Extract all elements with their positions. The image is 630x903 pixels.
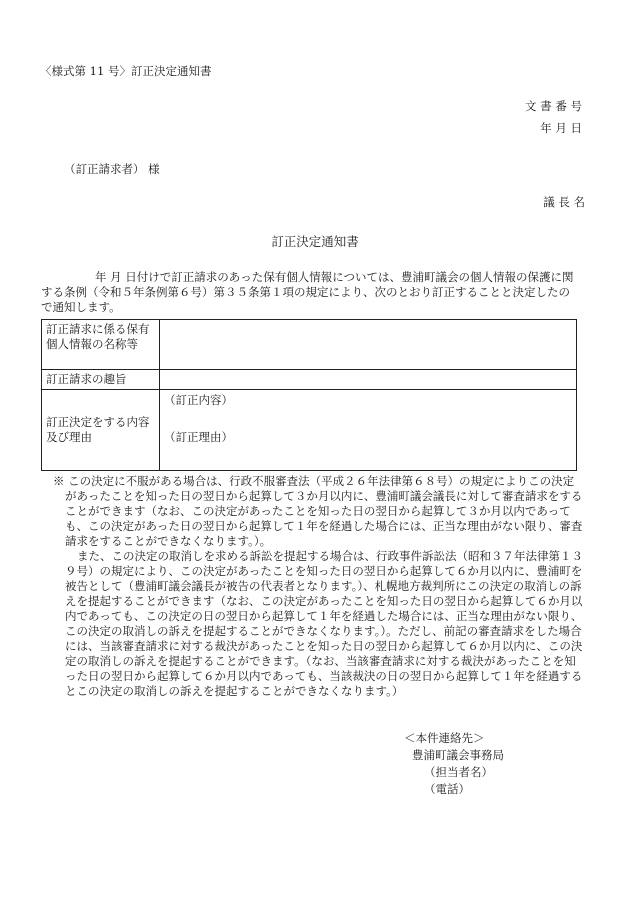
date-label: 年 月 日	[540, 121, 582, 135]
sender-label: 議 長 名	[543, 195, 585, 209]
form-number-label: 〈様式第 11 号〉訂正決定通知書	[40, 64, 212, 78]
document-title: 訂正決定通知書	[271, 234, 359, 249]
correction-table	[41, 319, 577, 471]
table-label-info-name: 訂正請求に係る保有個人情報の名称等	[42, 320, 160, 370]
recipient-label: （訂正請求者） 様	[64, 162, 160, 176]
table-row	[42, 320, 577, 370]
correction-content-label: （訂正内容）	[164, 393, 233, 407]
contact-block	[404, 730, 504, 798]
contact-phone: （電話）	[424, 782, 470, 796]
table-value-info-name	[160, 320, 577, 370]
contact-person: （担当者名）	[424, 765, 493, 779]
table-label-request-purpose: 訂正請求の趣旨	[42, 370, 160, 390]
contact-office: 豊浦町議会事務局	[412, 748, 504, 762]
lawsuit-note: また、この決定の取消しを求める訴訟を提起する場合は、行政事件訴訟法（昭和３７年法律第１３９号）の規定により、この決定があったことを知った日の翌日から起算して６か月以内に、豊浦町を被告として（豊浦町議会議長が被告の代表者となります。）、札幌地方裁判所にこの決定の取消しの訴えを提起することができます（なお、この決定があったことを知った日の翌日から起算して６か月以内であっても、この決定の日の翌日から起算して１年を経過した場合には、正当な理由がない限り、この決定の取消しの訴えを提起することができなくなります。）。ただし、前記の審査請求をした場合には、当該審査請求に対する裁決があったことを知った日の翌日から起算して６か月以内に、この決定の取消しの訴えを提起することができます。（なお、当該審査請求に対する裁決があったことを知った日の翌日から起算して６か月以内であっても、当該裁決の日の翌日から起算して１年を経過するとこの決定の取消しの訴えを提起することができなくなります。）	[65, 549, 583, 698]
table-value-request-purpose	[160, 370, 577, 390]
table-value-decision	[160, 390, 577, 471]
table-row	[42, 390, 577, 471]
notes-section	[53, 474, 583, 699]
appeal-note: ※ この決定に不服がある場合は、行政不服審査法（平成２６年法律第６８号）の規定によりこの決定があったことを知った日の翌日から起算して３か月以内に、豊浦町議会議長に対して審査請求をすることができます（なお、この決定があったことを知った日の翌日から起算して３か月以内であっても、この決定があった日の翌日から起算して１年を経過した場合には、正当な理由がない限り、審査請求をすることができなくなります。）。	[53, 474, 583, 548]
body-paragraph: 年 月 日付けで訂正請求のあった保有個人情報については、豊浦町議会の個人情報の保護に関する条例（令和５年条例第６号）第３５条第１項の規定により、次のとおり訂正することと決定したので通知します。	[41, 270, 574, 314]
contact-heading: ＜本件連絡先＞	[404, 731, 485, 745]
table-label-decision: 訂正決定をする内容及び理由	[42, 390, 160, 471]
table-row	[42, 370, 577, 390]
document-number-label: 文 書 番 号	[525, 99, 582, 113]
correction-reason-label: （訂正理由）	[164, 430, 233, 444]
